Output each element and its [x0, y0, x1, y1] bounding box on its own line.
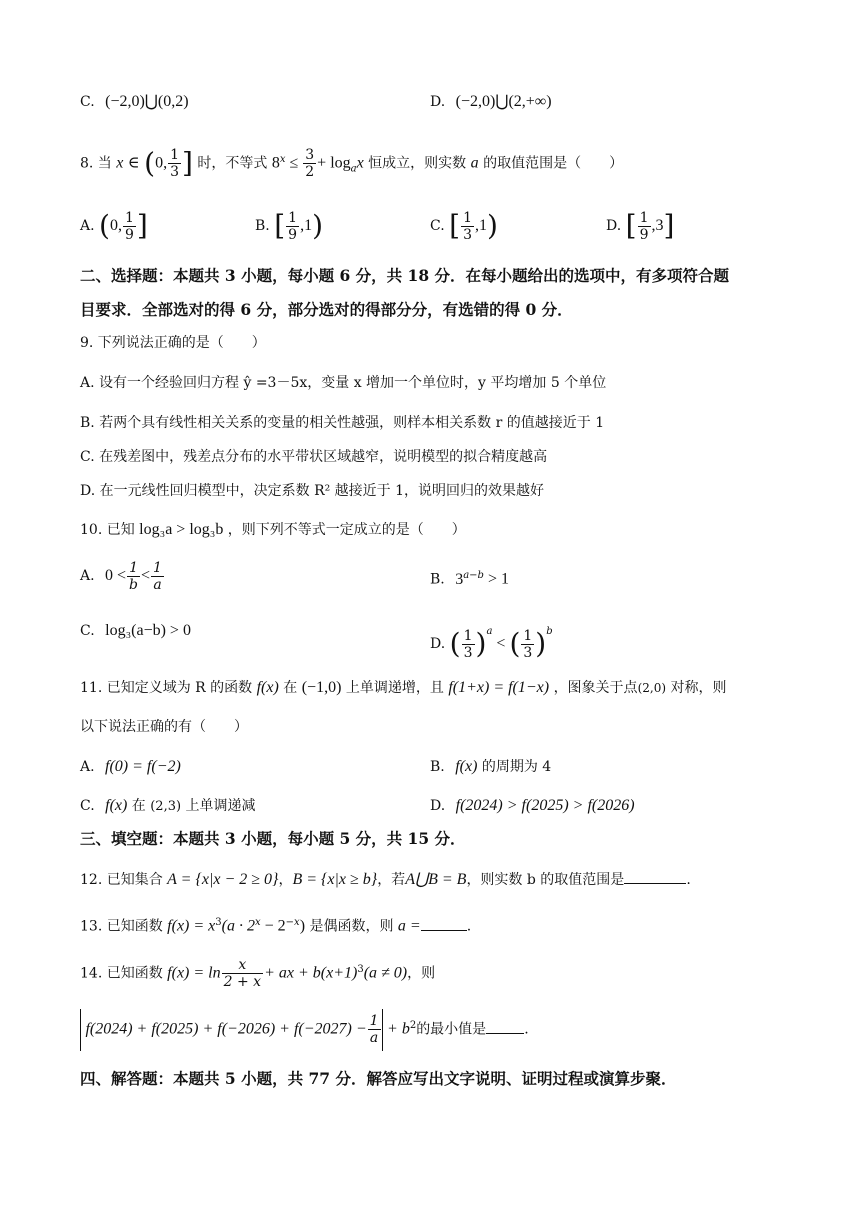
q8-option-a — [80, 204, 148, 248]
option-label: C. — [80, 798, 95, 814]
q11-stem-line2: 以下说法正确的有（ ） — [80, 719, 248, 735]
q9-option-b: B. 若两个具有线性相关关系的变量的相关性越强，则样本相关系数 r 的值越接近于 1 — [80, 415, 605, 431]
stem-text: ，则实数 b 的取值范围是 — [466, 872, 625, 888]
power-base: 3 — [455, 570, 464, 588]
function-def: f(x) = ln — [167, 964, 221, 982]
stem-text: ，若 — [377, 872, 406, 888]
q11-stem-line1 — [80, 678, 726, 698]
function-def: + ax + b(x+1) — [264, 964, 358, 982]
option-math: (−2,0)⋃(2,+∞) — [455, 93, 552, 110]
function-fx: f(x) — [455, 758, 478, 775]
power-exp: b — [546, 626, 553, 637]
stem-text: ，则下列不等式一定成立的是（ ） — [227, 522, 466, 538]
symmetry-equation: f(1+x) = f(1−x) — [448, 679, 550, 696]
bracket-left: [ — [449, 209, 461, 242]
power-exp: a−b — [463, 570, 484, 581]
option-label: D. — [430, 94, 446, 110]
option-label: D. — [430, 798, 446, 814]
question-number: 10. 已知 — [80, 522, 135, 538]
frac-den: 9 — [288, 226, 298, 243]
log-text: + log — [317, 154, 351, 172]
stem-text: ，图象关于点 — [553, 680, 638, 696]
option-pre: 0, — [109, 217, 122, 234]
option-math: f(0) = f(−2) — [105, 758, 181, 775]
section-4-title: 四、解答题：本题共 5 小题，共 77 分．解答应写出文字说明、证明过程或演算步聚． — [80, 1069, 677, 1088]
section-3-title: 三、填空题：本题共 3 小题，每小题 5 分，共 15 分． — [80, 829, 466, 848]
frac-num: 1 — [463, 209, 472, 226]
answer-blank[interactable] — [624, 869, 686, 884]
frac-num: 1 — [463, 627, 473, 644]
option-label: A. — [80, 218, 95, 234]
q7-option-d — [430, 92, 552, 112]
q8-option-b — [255, 204, 323, 248]
stem-text: 的最小值是 — [416, 1021, 487, 1038]
option-label: C. — [430, 218, 445, 234]
option-post: ,1 — [474, 217, 487, 234]
bracket-right: ] — [181, 146, 193, 180]
q9-option-a: A. 设有一个经验回归方程 ŷ =3－5x，变量 x 增加一个单位时，y 平均增加 5 个单位 — [80, 375, 607, 391]
frac-den: 2 + x — [223, 974, 262, 991]
fraction-3-2 — [303, 147, 316, 180]
q10-option-b — [430, 566, 509, 590]
function-def: ) — [299, 917, 306, 935]
bracket-right: ] — [136, 209, 148, 242]
option-math: 0 < — [105, 567, 127, 584]
frac-den: 3 — [463, 644, 473, 661]
interval: (2,3) — [150, 799, 182, 814]
stem-text: 的取值范围是（ ） — [483, 155, 624, 172]
section-2-title-line1: 二、选择题：本题共 3 小题，每小题 6 分，共 18 分．在每小题给出的选项中，有多项符合题 — [80, 266, 730, 285]
q7-option-c — [80, 92, 189, 112]
bracket-left: ( — [99, 209, 110, 242]
ineq-exp: x — [279, 154, 286, 165]
fraction-1-a — [151, 560, 164, 593]
abs-bar-left — [80, 1009, 81, 1051]
frac-den: 3 — [170, 164, 179, 181]
frac-den: 3 — [463, 226, 472, 243]
option-fraction — [286, 210, 299, 243]
paren-right: ) — [475, 627, 487, 660]
fraction-1-b — [127, 560, 140, 593]
point: (2,0) — [637, 681, 667, 695]
option-label: C. — [80, 623, 95, 639]
q14-stem-line2 — [80, 1004, 529, 1052]
frac-num: x — [238, 957, 247, 974]
frac-den: b — [129, 576, 139, 593]
option-text: 上单调递减 — [185, 798, 256, 814]
frac-num: 3 — [305, 147, 315, 164]
option-post: ,1 — [300, 217, 313, 234]
frac-num: 1 — [523, 627, 533, 644]
stem-text: 对称，则 — [670, 680, 727, 696]
option-label: D. — [606, 218, 622, 234]
frac-den: a — [368, 1029, 381, 1046]
frac-den: 3 — [523, 644, 533, 661]
expression: + b — [387, 1020, 410, 1038]
punctuation: ， — [278, 872, 293, 888]
q8-stem — [80, 138, 623, 191]
in-symbol: ∈ — [127, 154, 140, 172]
frac-num: 1 — [639, 209, 649, 226]
option-math: f(2024) > f(2025) > f(2026) — [455, 797, 635, 814]
paren-right: ) — [535, 627, 547, 660]
abs-bar-right — [382, 1009, 383, 1051]
option-fraction — [123, 210, 136, 243]
log-base: a — [350, 163, 357, 175]
q10-option-c — [80, 621, 191, 641]
punctuation: . — [466, 918, 472, 935]
q8-option-d — [606, 204, 674, 248]
stem-text: 11. 已知定义域为 R 的函数 — [80, 680, 253, 696]
stem-text: 是偶函数，则 — [309, 918, 394, 935]
stem-text: 在 — [283, 680, 298, 696]
q11-option-c — [80, 796, 256, 817]
condition-math: A⋃B = B — [405, 871, 467, 888]
function-def: − 2 — [260, 917, 286, 935]
question-number: 13. 已知函数 — [80, 918, 163, 935]
lt-symbol: < — [141, 567, 151, 584]
punctuation: . — [524, 1021, 529, 1038]
q9-stem: 9. 下列说法正确的是（ ） — [80, 335, 266, 351]
q11-option-b — [430, 757, 551, 777]
q11-option-d — [430, 796, 635, 816]
option-fraction — [461, 210, 474, 243]
frac-den: 2 — [305, 164, 315, 181]
stem-text: 时，不等式 — [197, 155, 268, 172]
function-def: f(x) = x — [167, 917, 216, 935]
q9-option-d: D. 在一元线性回归模型中，决定系数 R² 越接近于 1，说明回归的效果越好 — [80, 483, 545, 499]
power-exp: x — [254, 917, 261, 928]
question-number: 14. 已知函数 — [80, 965, 163, 982]
option-math: (−2,0)⋃(0,2) — [105, 93, 189, 110]
question-number: 8. 当 — [80, 155, 112, 172]
frac-num: 1 — [124, 209, 134, 226]
answer-blank[interactable] — [486, 1019, 524, 1034]
option-label: C. — [80, 94, 95, 110]
interval-start: 0, — [155, 154, 168, 172]
bracket-left: ( — [144, 146, 156, 180]
condition-math: (a ≠ 0) — [363, 964, 408, 982]
expression: f(2024) + f(2025) + f(−2026) + f(−2027) − — [85, 1020, 367, 1038]
ineq-base: 8 — [271, 154, 280, 172]
power-exp: 3 — [215, 917, 222, 928]
frac-num: 1 — [369, 1013, 379, 1030]
frac-num: 1 — [288, 209, 298, 226]
function-fx: f(x) — [105, 797, 128, 814]
frac-num: 1 — [153, 559, 162, 576]
answer-prompt: a = — [397, 917, 421, 935]
stem-text: ，则 — [407, 965, 436, 982]
power-exp: 2 — [409, 1020, 417, 1031]
set-b: B = {x|x ≥ b} — [292, 871, 378, 888]
stem-text: 上单调递增，且 — [345, 680, 444, 696]
bracket-left: [ — [274, 209, 286, 242]
power-exp: −x — [285, 917, 300, 928]
var-a: a — [470, 154, 479, 172]
bracket-right: ) — [486, 209, 498, 242]
option-math: log₃(a−b) > 0 — [105, 622, 191, 639]
q12-stem — [80, 869, 691, 890]
option-label: B. — [255, 218, 270, 234]
fraction-1-3 — [521, 628, 534, 661]
fraction-1-3 — [462, 628, 475, 661]
q8-option-c — [430, 204, 498, 248]
frac-den: 9 — [639, 226, 649, 243]
fraction-1-3 — [168, 147, 181, 180]
q10-option-a — [80, 556, 165, 596]
frac-den: a — [151, 576, 164, 593]
power-exp: 3 — [357, 964, 364, 975]
paren-left: ( — [449, 627, 461, 660]
bracket-right: ] — [663, 209, 675, 242]
section-2-title-line2: 目要求．全部选对的得 6 分，部分选对的得部分分，有选错的得 0 分． — [80, 300, 573, 319]
fraction-1-over-a — [368, 1013, 381, 1046]
q10-stem — [80, 520, 466, 540]
function-def: (a · 2 — [221, 917, 255, 935]
var-x: x — [116, 154, 124, 172]
option-math: > 1 — [483, 570, 509, 588]
option-text: 的周期为 4 — [481, 759, 552, 775]
bracket-left: [ — [625, 209, 637, 242]
q10-option-d — [430, 610, 553, 666]
leq-symbol: ≤ — [285, 154, 303, 172]
option-text: 在 — [131, 798, 146, 814]
answer-blank[interactable] — [421, 916, 467, 931]
bracket-right: ) — [312, 209, 323, 242]
fraction-x-over-2x — [222, 957, 263, 990]
option-label: A. — [80, 759, 95, 775]
frac-num: 1 — [170, 147, 179, 164]
option-label: A. — [80, 568, 95, 584]
punctuation: . — [686, 872, 691, 888]
set-a: A = {x|x − 2 ≥ 0} — [167, 871, 279, 888]
function-fx: f(x) — [256, 679, 279, 696]
condition-math: log₃a > log₃b — [139, 521, 224, 538]
option-label: B. — [430, 571, 445, 588]
q14-stem-line1 — [80, 950, 435, 994]
option-label: D. — [430, 636, 446, 652]
paren-left: ( — [509, 627, 521, 660]
frac-num: 1 — [129, 559, 138, 576]
interval: (−1,0) — [301, 679, 342, 696]
q13-stem — [80, 913, 471, 937]
option-fraction — [638, 210, 651, 243]
question-number: 12. 已知集合 — [80, 872, 163, 888]
log-arg: x — [356, 154, 364, 172]
option-post: ,3 — [651, 217, 664, 234]
stem-text: 恒成立，则实数 — [368, 155, 467, 172]
lt-symbol: < — [492, 635, 510, 652]
q9-option-c: C. 在残差图中，残差点分布的水平带状区域越窄，说明模型的拟合精度越高 — [80, 449, 548, 465]
q11-option-a — [80, 757, 181, 777]
frac-den: 9 — [124, 226, 134, 243]
power-exp: a — [486, 626, 493, 637]
option-label: B. — [430, 759, 445, 775]
